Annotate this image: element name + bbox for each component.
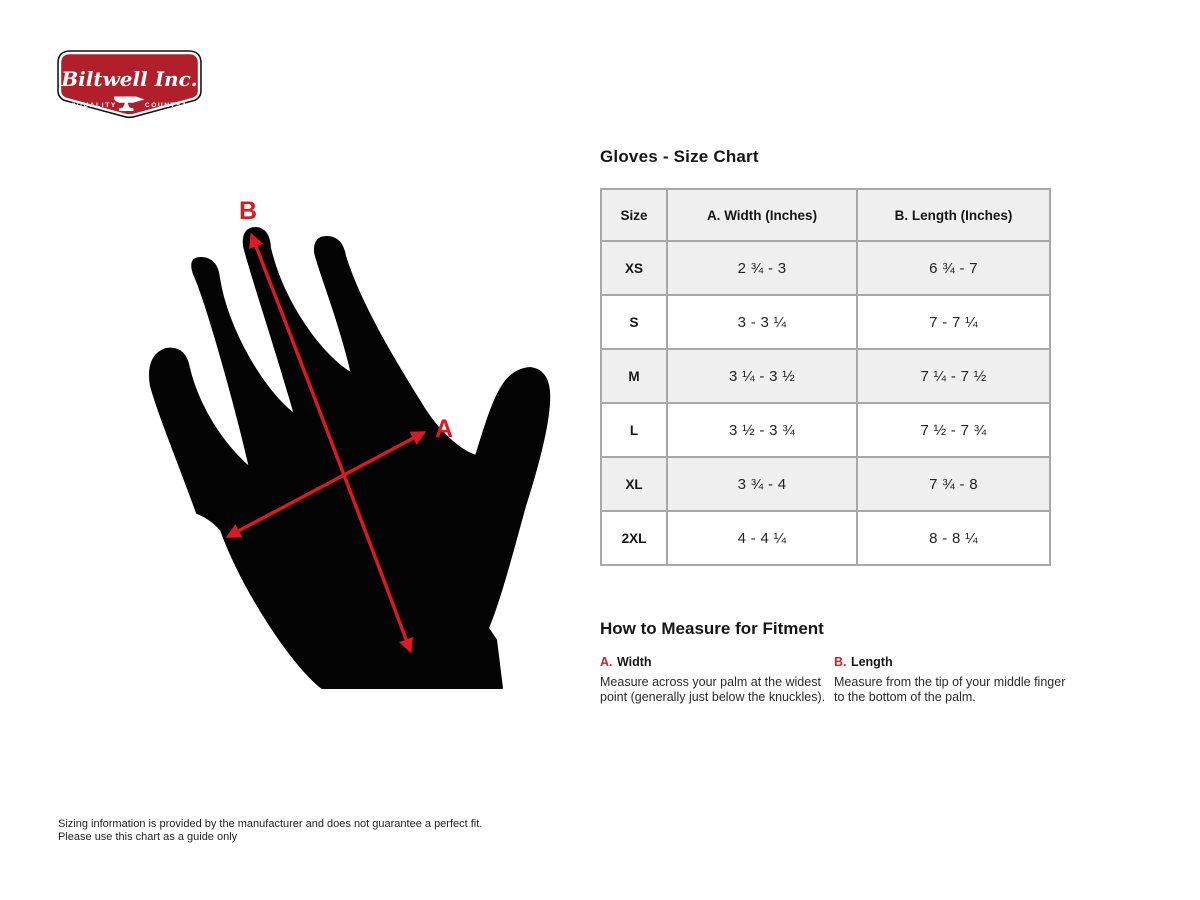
length-cell: 7 ¾ - 8 — [857, 457, 1050, 511]
measure-name-width: Width — [616, 655, 652, 669]
table-row — [601, 349, 1050, 403]
size-chart-section — [600, 146, 1052, 566]
size-cell: XS — [601, 241, 667, 295]
table-row — [601, 295, 1050, 349]
hand-silhouette — [150, 228, 549, 688]
col-header-length: B. Length (Inches) — [857, 189, 1050, 241]
col-header-width: A. Width (Inches) — [667, 189, 857, 241]
disclaimer-line-1: Sizing information is provided by the manufacturer and does not guarantee a perfect fit. — [58, 818, 483, 830]
size-cell: M — [601, 349, 667, 403]
size-chart-table — [600, 188, 1051, 566]
tagline-counts: COUNTS" — [144, 102, 187, 109]
biltwell-badge-icon — [57, 50, 202, 124]
size-cell: S — [601, 295, 667, 349]
label-a: A — [434, 415, 454, 443]
measure-desc-length: Measure from the tip of your middle finger to the bottom of the palm. — [834, 675, 1066, 704]
length-cell: 6 ¾ - 7 — [857, 241, 1050, 295]
table-row — [601, 511, 1050, 565]
size-cell: XL — [601, 457, 667, 511]
width-cell: 3 ¾ - 4 — [667, 457, 857, 511]
measure-columns — [600, 653, 1070, 705]
header-row — [601, 189, 1050, 241]
measure-title: How to Measure for Fitment — [600, 619, 824, 638]
width-cell: 4 - 4 ¼ — [667, 511, 857, 565]
width-cell: 2 ¾ - 3 — [667, 241, 857, 295]
measure-key-b: B. — [834, 655, 847, 669]
length-cell: 7 - 7 ¼ — [857, 295, 1050, 349]
measure-item-length — [834, 653, 1070, 705]
disclaimer — [58, 818, 482, 843]
disclaimer-line-2: Please use this chart as a guide only — [58, 830, 238, 843]
measure-item-heading — [600, 653, 832, 671]
brand-name: Biltwell Inc. — [61, 67, 198, 91]
measure-item-width — [600, 653, 832, 705]
table-row — [601, 403, 1050, 457]
table-row — [601, 241, 1050, 295]
length-cell: 7 ¼ - 7 ½ — [857, 349, 1050, 403]
biltwell-logo — [57, 50, 202, 124]
measure-name-length: Length — [850, 655, 893, 669]
width-cell: 3 ¼ - 3 ½ — [667, 349, 857, 403]
measure-item-heading — [834, 653, 1070, 671]
size-cell: L — [601, 403, 667, 457]
tagline-quality: "QUALITY — [72, 102, 117, 109]
measure-key-a: A. — [600, 655, 613, 669]
label-b: B — [238, 197, 258, 225]
hand-diagram-svg — [100, 185, 590, 710]
size-chart-title: Gloves - Size Chart — [600, 147, 759, 166]
length-cell: 8 - 8 ¼ — [857, 511, 1050, 565]
col-header-size: Size — [601, 189, 667, 241]
width-cell: 3 - 3 ¼ — [667, 295, 857, 349]
hand-measurement-diagram — [100, 185, 590, 710]
table-row — [601, 457, 1050, 511]
measure-desc-width: Measure across your palm at the widest point (generally just below the knuckles). — [600, 675, 826, 704]
length-cell: 7 ½ - 7 ¾ — [857, 403, 1050, 457]
measure-instructions-section — [600, 617, 1070, 705]
size-cell: 2XL — [601, 511, 667, 565]
width-cell: 3 ½ - 3 ¾ — [667, 403, 857, 457]
